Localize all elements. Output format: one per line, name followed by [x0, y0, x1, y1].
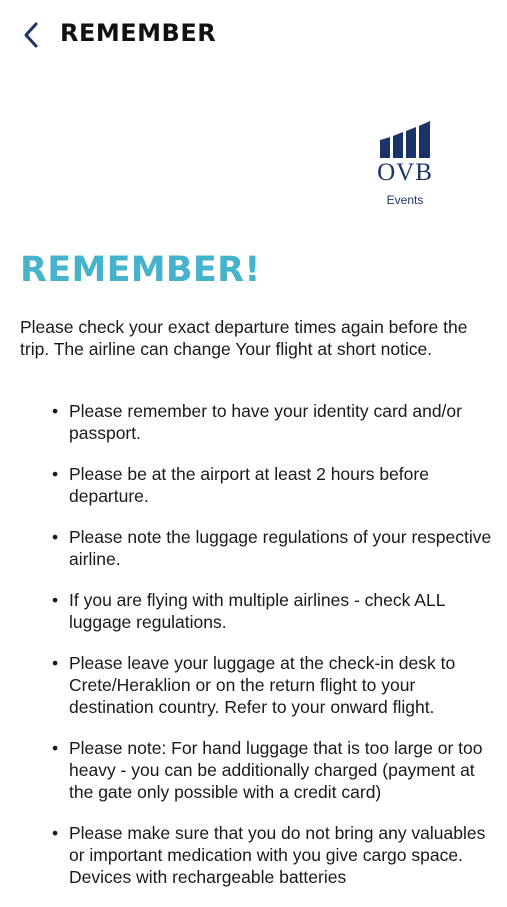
bullet-icon: •	[52, 823, 59, 843]
top-bar	[0, 0, 507, 70]
list-item-text: Please be at the airport at least 2 hours before departure.	[69, 464, 429, 506]
list-item	[0, 652, 507, 718]
bullet-icon: •	[52, 653, 59, 673]
list-item-text: Please note: For hand luggage that is too large or too heavy - you can be additionally charged (payment at the gate only possible with a credit card)	[69, 738, 483, 802]
ovb-bars-icon	[378, 120, 432, 160]
bullet-icon: •	[52, 464, 59, 484]
ovb-events-logo	[372, 120, 438, 207]
reminder-heading: REMEMBER!	[20, 250, 261, 290]
chevron-left-icon	[21, 21, 41, 49]
list-item-text: Please make sure that you do not bring any valuables or important medication with you give cargo space. Devices with rechargeable batteries	[69, 823, 486, 887]
back-button[interactable]	[14, 18, 48, 52]
list-item	[0, 737, 507, 803]
list-item-text: Please remember to have your identity card and/or passport.	[69, 401, 462, 443]
page-title: REMEMBER	[60, 19, 217, 47]
bullet-icon: •	[52, 527, 59, 547]
reminder-list	[0, 400, 507, 907]
list-item	[0, 526, 507, 570]
logo-brand: OVB	[377, 159, 433, 186]
list-item-text: Please leave your luggage at the check-in desk to Crete/Heraklion or on the return flight to your destination country. Refer to your onward flight.	[69, 653, 456, 717]
list-item	[0, 400, 507, 444]
list-item-text: If you are flying with multiple airlines - check ALL luggage regulations.	[69, 590, 445, 632]
list-item	[0, 463, 507, 507]
intro-text: Please check your exact departure times again before the trip. The airline can change Your flight at short notice.	[20, 317, 468, 359]
bullet-icon: •	[52, 401, 59, 421]
bullet-icon: •	[52, 590, 59, 610]
list-item	[0, 589, 507, 633]
logo-subtitle: Events	[386, 193, 424, 207]
list-item	[0, 822, 507, 888]
bullet-icon: •	[52, 738, 59, 758]
list-item-text: Please note the luggage regulations of your respective airline.	[69, 527, 492, 569]
